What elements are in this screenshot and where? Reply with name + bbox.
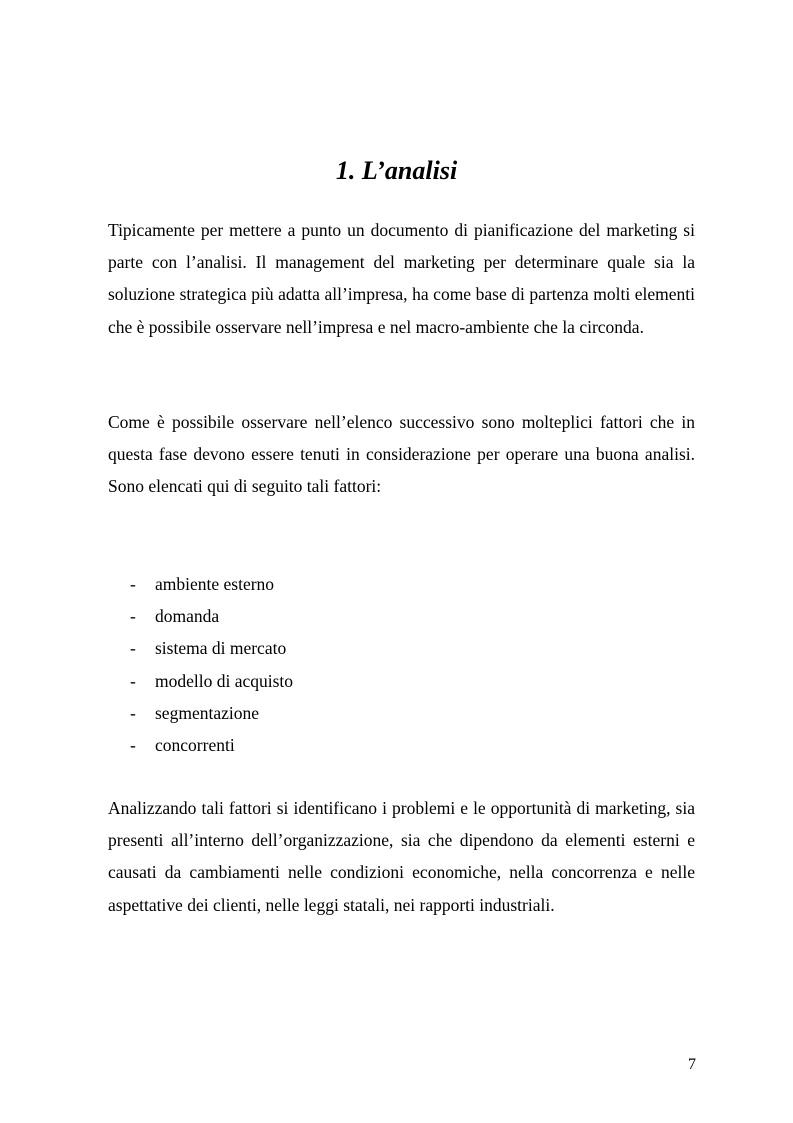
chapter-title-text: 1. L’analisi bbox=[335, 156, 458, 185]
list-item bbox=[130, 697, 293, 729]
second-paragraph: Come è possibile osservare nell’elenco successivo sono molteplici fattori che in questa fase devono essere tenuti in considerazione per operare una buona analisi. Sono elencati qui di seguito tali fattori: bbox=[108, 412, 695, 497]
factor-list bbox=[130, 568, 293, 761]
list-item-label: ambiente esterno bbox=[155, 574, 275, 594]
list-item bbox=[130, 600, 293, 632]
list-dash: - bbox=[130, 734, 136, 755]
list-item bbox=[130, 665, 293, 697]
list-item-label: segmentazione bbox=[155, 702, 259, 723]
list-item-label: domanda bbox=[155, 606, 220, 627]
list-dash: - bbox=[130, 574, 136, 594]
list-item bbox=[130, 568, 293, 600]
intro-paragraph: Tipicamente per mettere a punto un documento di pianificazione del marketing si parte con l’analisi. Il management del marketing per determinare quale sia la soluzione strategica più adatta all’impresa, ha come base di partenza molti elementi che è possibile osservare nell’impresa e nel macro-ambiente che la circonda. bbox=[108, 220, 695, 337]
list-dash: - bbox=[130, 606, 136, 627]
list-dash: - bbox=[130, 670, 136, 691]
closing-paragraph: Analizzando tali fattori si identificano i problemi e le opportunità di marketing, sia presenti all’interno dell’organizzazione, sia che dipendono da elementi esterni e causati da cambiamenti nelle condizioni economiche, nella concorrenza e nelle aspettative dei clienti, nelle leggi statali, nei rapporti industriali. bbox=[108, 798, 695, 915]
list-item bbox=[130, 729, 293, 761]
list-item-label: concorrenti bbox=[155, 734, 235, 755]
list-dash: - bbox=[130, 702, 136, 723]
list-item bbox=[130, 632, 293, 664]
chapter-title bbox=[0, 153, 793, 189]
list-item-label: modello di acquisto bbox=[155, 670, 294, 691]
page-number: 7 bbox=[688, 1056, 696, 1073]
list-dash: - bbox=[130, 638, 136, 659]
list-item-label: sistema di mercato bbox=[155, 638, 287, 659]
